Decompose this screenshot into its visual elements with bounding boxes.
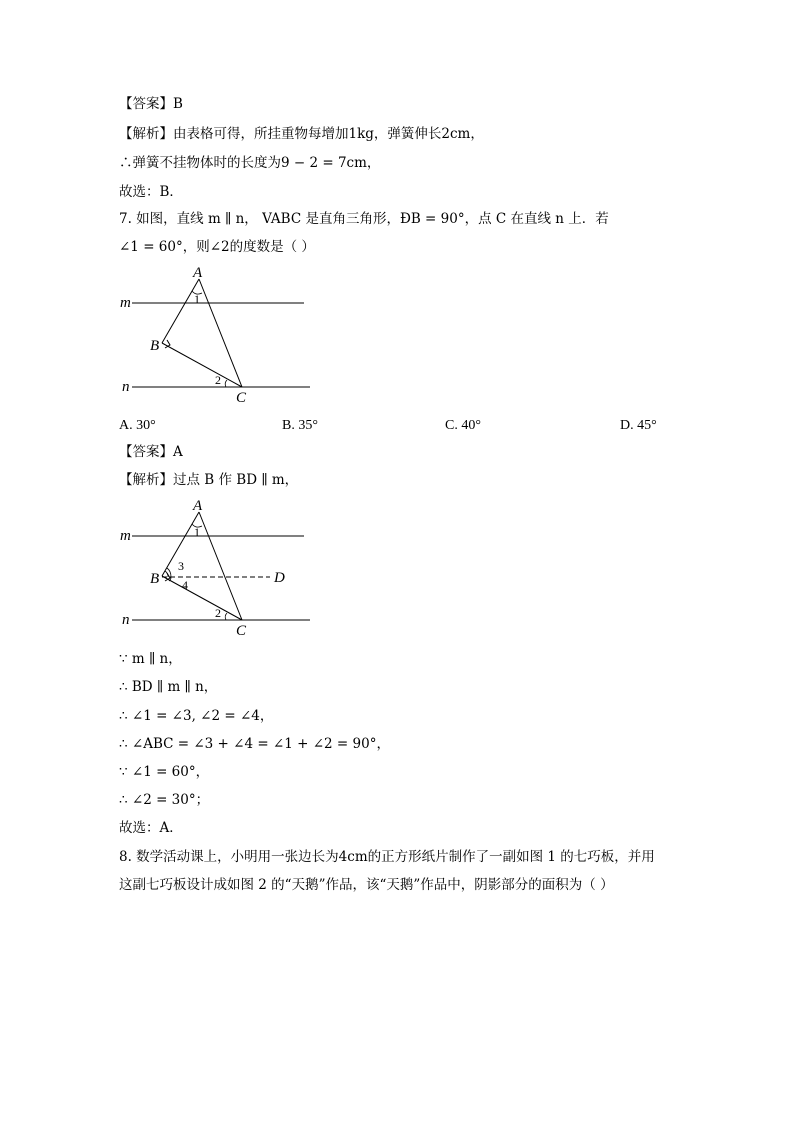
label-c: C <box>236 623 247 639</box>
analysis-7-intro: 【解析】过点 B 作 BD ∥ m， <box>119 472 299 488</box>
answer-prev: 【答案】B <box>119 96 183 112</box>
question-8-line-1: 8. 数学活动课上，小明用一张边长为4cm的正方形纸片制作了一副如图 1 的七巧板，并用 <box>119 849 655 865</box>
label-1: 1 <box>194 292 200 306</box>
step-1: ∵ m ∥ n， <box>119 651 182 667</box>
step-7: 故选：A． <box>119 820 183 836</box>
label-4: 4 <box>182 578 188 592</box>
label-b: B <box>150 571 160 587</box>
question-8-line-2: 这副七巧板设计成如图 2 的“天鹅”作品，该“天鹅”作品中，阴影部分的面积为（ ） <box>119 877 614 893</box>
label-d: D <box>274 570 285 586</box>
label-c: C <box>236 390 247 406</box>
label-n: n <box>122 379 130 395</box>
label-a: A <box>193 265 203 281</box>
step-2: ∴ BD ∥ m ∥ n， <box>119 679 218 695</box>
option-c: C. 40° <box>445 418 481 433</box>
angle-3-arc-inner <box>165 571 168 577</box>
question-7-figure <box>118 263 318 409</box>
question-7-line-1: 7. 如图，直线 m ∥ n， VABC 是直角三角形，ÐB = 90°，点 C 在直线 n 上．若 <box>119 211 609 227</box>
analysis-prev-line-1: 【解析】由表格可得，所挂重物每增加1kg，弹簧伸长2cm， <box>119 126 484 142</box>
step-5: ∵ ∠1 = 60°， <box>119 764 210 780</box>
step-3: ∴ ∠1 = ∠3, ∠2 = ∠4， <box>119 708 274 724</box>
question-7-line-2: ∠1 = 60°，则∠2的度数是（ ） <box>119 239 315 255</box>
label-2: 2 <box>215 373 221 387</box>
analysis-prev-line-2: ∴弹簧不挂物体时的长度为9 − 2 = 7cm， <box>119 155 381 171</box>
label-a: A <box>193 498 203 514</box>
segment-ab <box>162 279 199 343</box>
segment-bc <box>162 343 242 387</box>
option-b: B. 35° <box>282 418 318 433</box>
label-n: n <box>122 612 130 628</box>
step-4: ∴ ∠ABC = ∠3 + ∠4 = ∠1 + ∠2 = 90°， <box>119 736 390 752</box>
question-7-analysis-figure <box>118 496 318 642</box>
label-1: 1 <box>194 525 200 539</box>
label-m: m <box>120 528 131 544</box>
label-2: 2 <box>215 606 221 620</box>
angle-2-arc <box>225 380 227 387</box>
segment-ac <box>199 512 242 620</box>
angle-2-arc <box>225 613 227 620</box>
answer-7: 【答案】A <box>119 444 183 460</box>
segment-bc <box>162 576 242 620</box>
choose-prev: 故选：B． <box>119 184 183 200</box>
option-d: D. 45° <box>620 418 657 433</box>
segment-ac <box>199 279 242 387</box>
label-m: m <box>120 295 131 311</box>
option-a: A. 30° <box>119 418 156 433</box>
label-b: B <box>150 338 160 354</box>
step-6: ∴ ∠2 = 30°； <box>119 792 210 808</box>
label-3: 3 <box>178 559 184 573</box>
